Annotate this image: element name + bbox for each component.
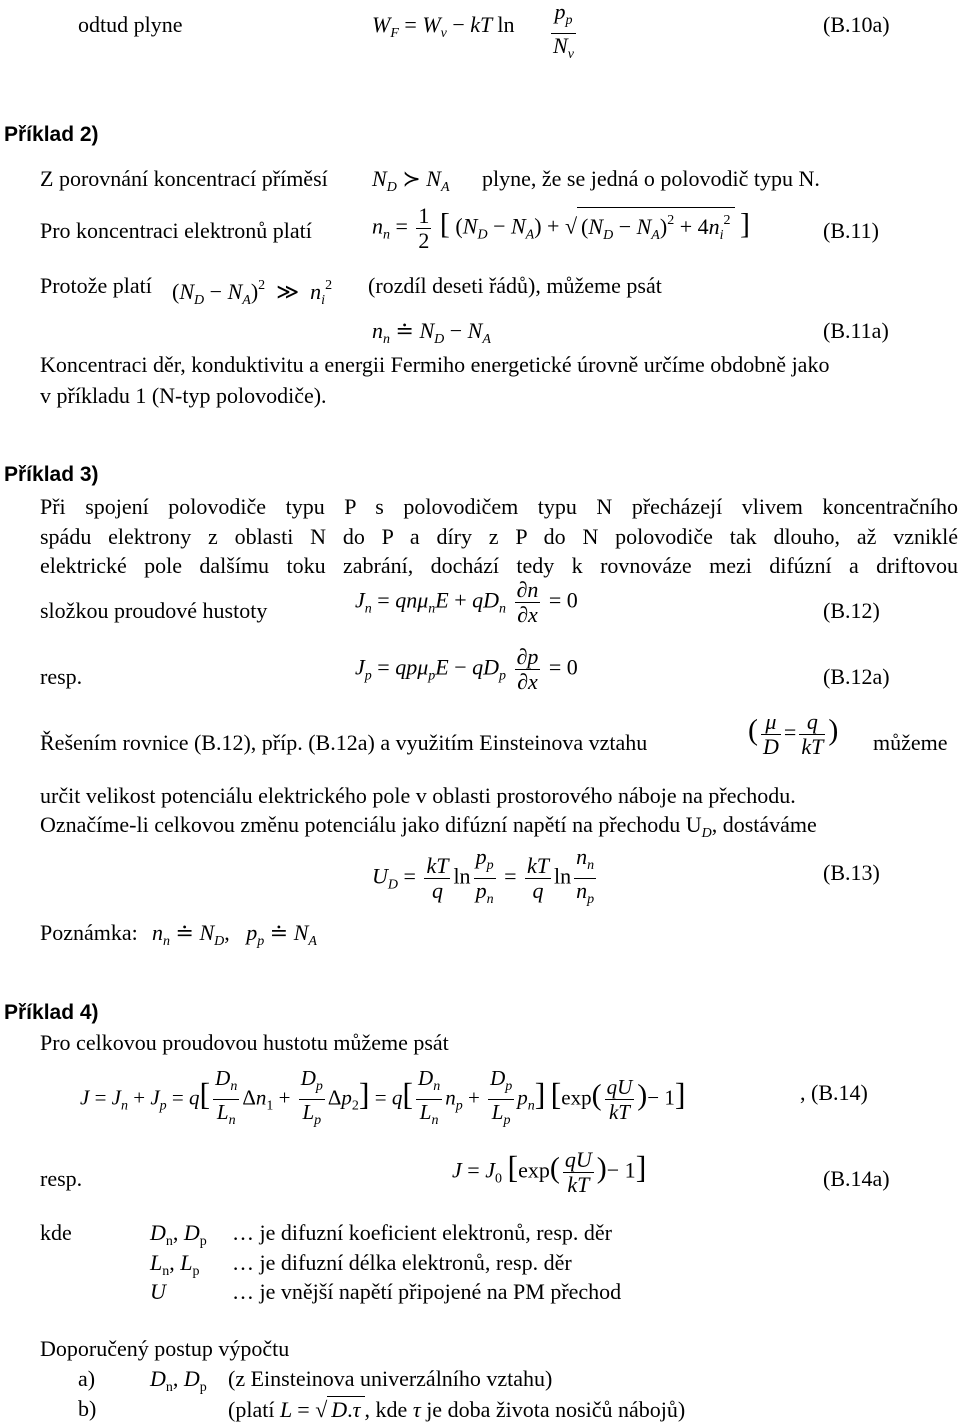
math-nd-na: $N_D$ ≻ $N_A$ [372,166,450,195]
text-poznamka: Poznámka: [40,920,138,945]
text-odtud-plyne: odtud plyne [78,12,183,37]
equation-number-b12a: (B.12a) [823,664,890,689]
equation-b13: $U_D$ = $\frac{kT}{q}$ ln $\frac{p_p}{p_n}$ = $\frac{kT}{q}$ ln $\frac{n_n}{n_p}$ [372,844,595,907]
text-v-prikladu: v příkladu 1 (N-typ polovodiče). [40,383,327,408]
equation-number-b11a: (B.11a) [823,318,889,343]
text-pro-celkovou: Pro celkovou proudovou hustotu můžeme psát [40,1030,449,1055]
text-kde: kde [40,1220,72,1245]
text-oznacime: Označíme-li celkovou změnu potenciálu jako difúzní napětí na přechodu U [40,812,702,837]
math-dn-dp: $D_n$, $D_p$ [150,1220,207,1249]
text-rozdil-deseti: (rozdíl deseti řádů), můžeme psát [368,273,662,298]
text-def-1: … je difuzní koeficient elektronů, resp. děr [232,1220,612,1245]
text-resp-1: resp. [40,664,83,689]
text-def-3: … je vnější napětí připojené na PM přechod [232,1279,622,1304]
heading-priklad-3: Příklad 3) [4,463,99,486]
text-resenim: Řešením rovnice (B.12), příp. (B.12a) a využitím Einsteinova vztahu [40,730,648,755]
equation-b10a-frac: $\frac{p_p}{N_v}$ [553,0,574,62]
paragraph-line-7: Označíme-li celkovou změnu potenciálu jako difúzní napětí na přechodu $U_D$, dostáváme [40,812,817,841]
equation-number-b13: (B.13) [823,860,880,885]
equation-number-b12: (B.12) [823,598,880,623]
equation-b14: $J = J_n + J_p = q$[ $\frac{D_n}{L_n}$ $\Delta n_1$ + $\frac{D_p}{L_p}$ $\Delta p_2] = q$[ $\frac{D_n}{L_n}$ $n_p$ + $\frac{D_p}{L_p}$ $p_n$] [exp( $\frac{qU}{kT}$ )− 1] [80,1066,686,1128]
equation-number-b11: (B.11) [823,218,880,243]
equation-b12a: $J_p = qp\mu_pE - qD_p$ $\frac{\partial p}{\partial x}$ = 0 [355,644,578,694]
equation-number-b14a: (B.14a) [823,1166,890,1191]
equation-b14a: $J = J_0$ [exp( $\frac{qU}{kT}$ )− 1] [452,1147,647,1197]
math-tau: τ [412,1397,421,1422]
text-doporuceny-postup: Doporučený postup výpočtu [40,1336,290,1361]
math-a: $D_n$, $D_p$ [150,1366,207,1395]
equation-b12: $J_n = qn\mu_nE + qD_n$ $\frac{\partial n}{\partial x}$ = 0 [355,577,578,627]
text-def-2: … je difuzní délka elektronů, resp. děr [232,1250,572,1275]
paragraph-line-1: Při spojení polovodiče typu P s polovodičem typu N přecházejí vlivem koncentračního [40,494,958,519]
text-a: (z Einsteinova univerzálního vztahu) [228,1366,553,1391]
math-inequality: $(N_D - N_A)^2$ ≫ $n_i^2$ [172,278,333,308]
text-b-mid: , kde [364,1397,408,1422]
text-koncentraci-der: Koncentraci děr, konduktivitu a energii Fermiho energetické úrovně určíme obdobně jako [40,352,830,377]
math-poznamka: $n_n$ ≐ $N_D$, $p_p$ ≐ $N_A$ [152,920,317,949]
text-dostavame: , dostáváme [711,812,817,837]
equation-b11: $n_n$ = $\frac{1}{2}$ [ $(N_D - N_A)$ + √ $(N_D - N_A)^2 + 4n_i^2$ ] [372,203,750,253]
text-item-b: b) [78,1396,97,1421]
text-plyne-typ-n: plyne, že se jedná o polovodič typu N. [482,166,820,191]
equation-b11a: $n_n$ ≐ $N_D - N_A$ [372,318,491,347]
text-pro-koncentraci: Pro koncentraci elektronů platí [40,218,312,243]
text-muzeme: můžeme [873,730,948,755]
heading-priklad-4: Příklad 4) [4,1001,99,1024]
heading-priklad-2: Příklad 2) [4,123,99,146]
math-l-sqrt: L = √ D.τ [280,1397,365,1422]
equation-b10a-lhs: $W_F = W_v$ − kT ln [372,12,515,41]
text-resp-2: resp. [40,1166,83,1191]
paragraph-line-3: elektrické pole dalšímu toku zabrání, dochází tedy k rovnováze mezi difúzní a driftovou [40,553,958,578]
text-item-a: a) [78,1366,96,1391]
text-b-pre: (platí [228,1397,275,1422]
text-porovnani: Z porovnání koncentrací příměsí [40,166,328,191]
text-protoze-plati: Protože platí [40,273,152,298]
equation-number-b10a: (B.10a) [823,12,890,37]
paragraph-line-6: určit velikost potenciálu elektrického pole v oblasti prostorového náboje na přechodu. [40,783,796,808]
paragraph-line-2: spádu elektrony z oblasti N do P a díry z P do N polovodiče tak dlouho, až vzniklé [40,524,958,549]
text-b-post: je doba života nosičů nábojů) [426,1397,686,1422]
text-b-line [228,1396,685,1423]
text-slozkou: složkou proudové hustoty [40,598,268,623]
equation-number-b14: , (B.14) [800,1080,868,1105]
math-u: U [150,1279,166,1304]
math-ln-lp: $L_n$, $L_p$ [150,1250,200,1279]
equation-einstein: ( $\frac{\mu}{D}$ = $\frac{q}{kT}$ ) [748,709,839,759]
